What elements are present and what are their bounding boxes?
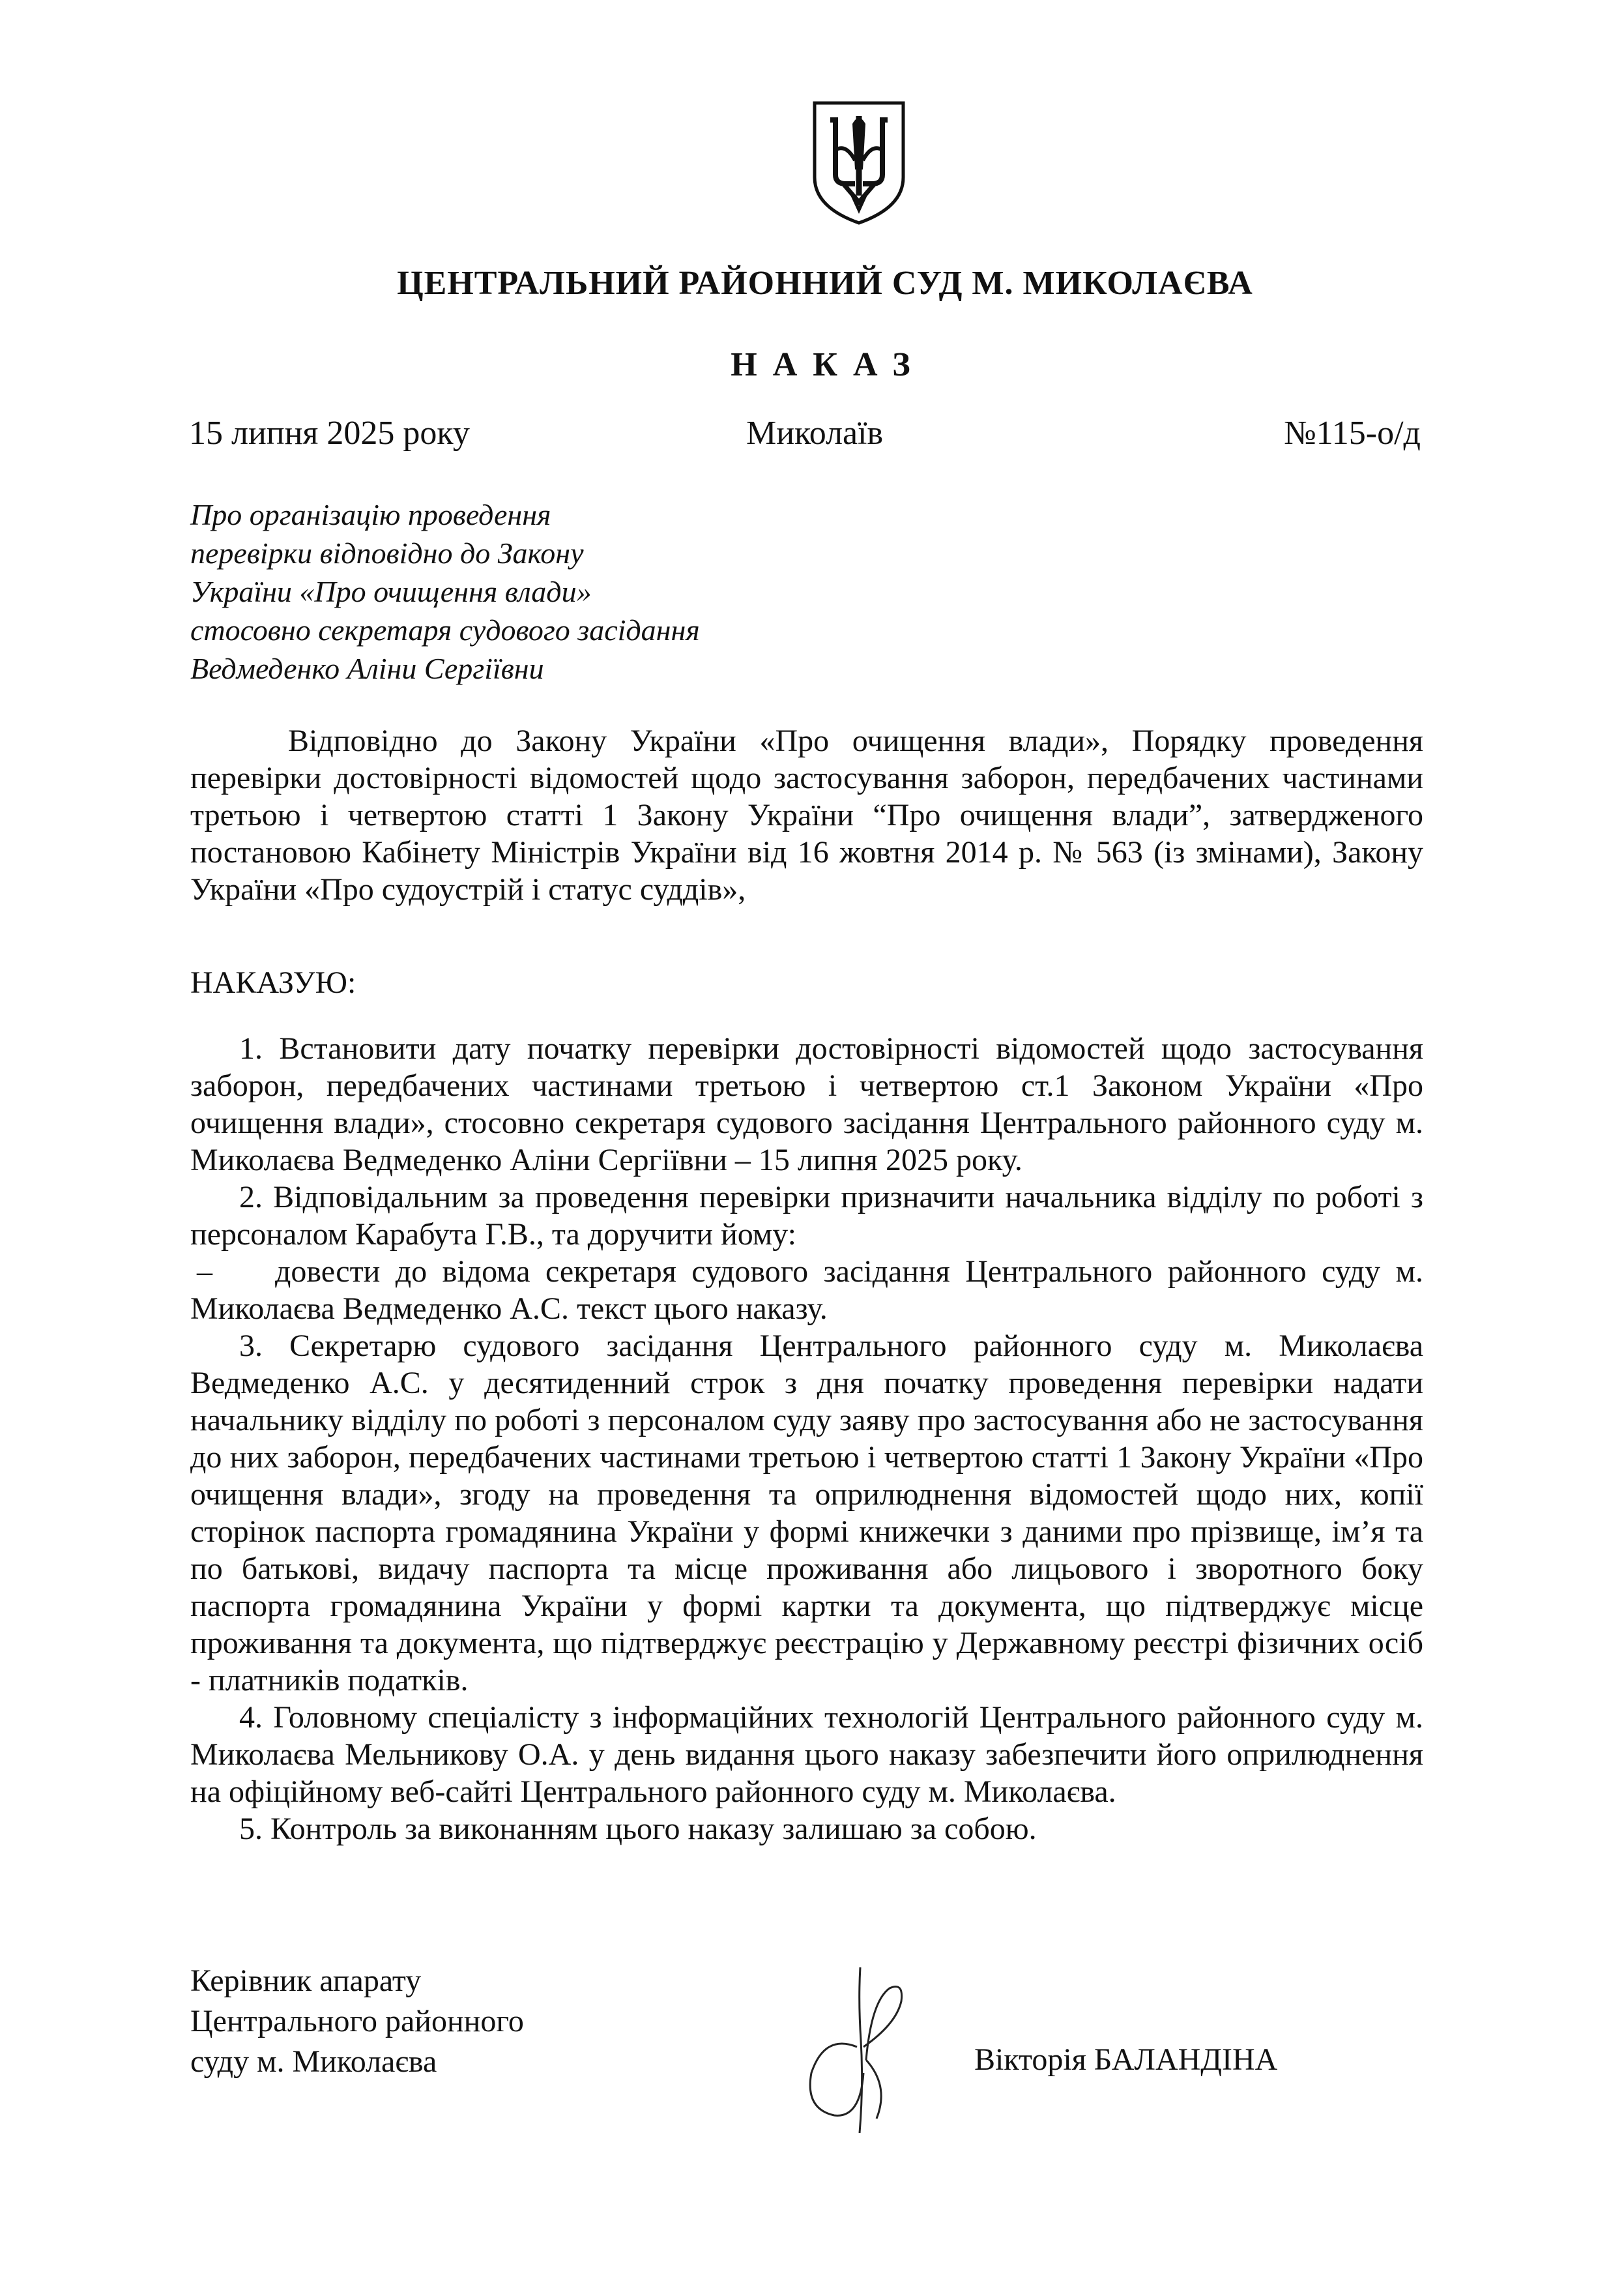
signatory-title-line: Керівник апарату — [190, 1963, 422, 1998]
dash-bullet: – — [197, 1254, 212, 1289]
document-number: №115-о/д — [1284, 415, 1421, 452]
document-type-title: НАКАЗ — [731, 346, 926, 383]
document-city: Миколаїв — [746, 415, 884, 452]
preamble-paragraph: Відповідно до Закону України «Про очищення влади», Порядку проведення перевірки достовірності відомостей щодо застосування заборон, передбачених частинами третьою і четвертою статті 1 Закону України “Про очищення влади”, затвердженого постановою Кабінету Міністрів України від 16 жовтня 2014 р. № 563 (із змінами), Закону України «Про судоустрій і статус суддів», — [190, 724, 1423, 907]
order-subitem-text: довести до відома секретаря судового засідання Центрального районного суду м. Миколаєва Ведмеденко А.С. текст цього наказу. — [190, 1254, 1423, 1326]
signatory-title — [190, 1961, 524, 2082]
order-item: 1. Встановити дату початку перевірки достовірності відомостей щодо застосування заборон, передбачених частинами третьою і четвертою ст.1 Законом України «Про очищення влади», стосовно секретаря судового засідання Центрального районного суду м. Миколаєва Ведмеденко Аліни Сергіївни – 15 липня 2025 року. — [190, 1031, 1423, 1177]
order-items-list — [190, 1030, 1423, 1847]
subject-line: Про організацію проведення — [190, 498, 551, 531]
order-subject — [190, 495, 907, 688]
order-item: 2. Відповідальним за проведення перевірки призначити начальника відділу по роботі з персоналом Карабута Г.В., та доручити йому: — [190, 1180, 1423, 1252]
trident-coat-of-arms-icon — [807, 98, 911, 228]
order-item: 5. Контроль за виконанням цього наказу залишаю за собою. — [239, 1812, 1037, 1846]
subject-line: перевірки відповідно до Закону — [190, 536, 584, 570]
subject-line: стосовно секретаря судового засідання — [190, 613, 700, 647]
signatory-title-line: суду м. Миколаєва — [190, 2044, 437, 2079]
signatory-name: Вікторія БАЛАНДІНА — [974, 2042, 1278, 2077]
court-name: ЦЕНТРАЛЬНИЙ РАЙОННИЙ СУД М. МИКОЛАЄВА — [397, 265, 1253, 302]
order-heading: НАКАЗУЮ: — [190, 965, 356, 1000]
order-item: 4. Головному спеціалісту з інформаційних технологій Центрального районного суду м. Миколаєва Мельникову О.А. у день видання цього наказу забезпечити його оприлюднення на офіційному веб-сайті Центрального районного суду м. Миколаєва. — [190, 1700, 1423, 1809]
document-date: 15 липня 2025 року — [189, 415, 470, 452]
subject-line: України «Про очищення влади» — [190, 575, 592, 608]
handwritten-signature-icon — [798, 1962, 909, 2138]
order-subitem — [190, 1253, 1423, 1327]
signatory-title-line: Центрального районного — [190, 2004, 524, 2038]
subject-line: Ведмеденко Аліни Сергіївни — [190, 652, 544, 685]
order-item: 3. Секретарю судового засідання Центрального районного суду м. Миколаєва Ведмеденко А.С. у десятиденний строк з дня початку проведення перевірки надати начальнику відділу по роботі з персоналом суду заяву про застосування або не застосування до них заборон, передбачених частинами третьою і четвертою статті 1 Закону України «Про очищення влади», згоду на проведення та оприлюднення відомостей щодо них, копії сторінок паспорта громадянина України у формі книжечки з даними про прізвище, ім’я та по батькові, видачу паспорта та місце проживання або лицьового і зворотного боку паспорта громадянина України у формі картки та документа, що підтверджує місце проживання та документа, що підтверджує реєстрацію у Державному реєстрі фізичних осіб - платників податків. — [190, 1329, 1423, 1697]
